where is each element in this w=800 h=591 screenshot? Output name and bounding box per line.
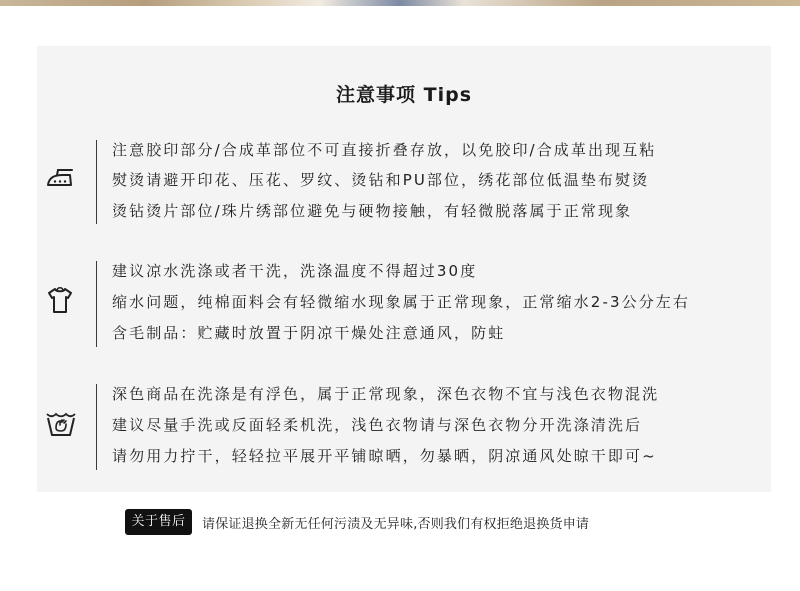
page-title: 注意事项 Tips: [336, 84, 472, 106]
iron-icon: [45, 166, 75, 192]
care-section-washing: [37, 261, 771, 351]
care-text-line: 建议凉水洗涤或者干洗，洗涤温度不得超过30度: [112, 262, 478, 280]
care-section-ironing: [37, 138, 771, 228]
care-text-line: 含毛制品：贮藏时放置于阴凉干燥处注意通风，防蛀: [112, 324, 506, 342]
top-banner-strip: [0, 0, 800, 6]
section-divider-line: [96, 384, 97, 470]
after-sales-note: 请保证退换全新无任何污渍及无异味,否则我们有权拒绝退换货申请: [202, 517, 590, 532]
care-text-line: 熨烫请避开印花、压花、罗纹、烫钻和PU部位，绣花部位低温垫布熨烫: [112, 171, 650, 189]
care-text-line: 缩水问题，纯棉面料会有轻微缩水现象属于正常现象，正常缩水2-3公分左右: [112, 293, 691, 311]
after-sales-badge: 关于售后: [125, 509, 192, 535]
care-text-line: 深色商品在洗涤是有浮色，属于正常现象，深色衣物不宜与浅色衣物混洗: [112, 385, 660, 403]
care-section-colors: [37, 384, 771, 474]
tshirt-icon: [45, 285, 75, 311]
care-text-line: 建议尽量手洗或反面轻柔机洗，浅色衣物请与深色衣物分开洗涤清洗后: [112, 416, 643, 434]
tips-card: [37, 46, 771, 492]
section-divider-line: [96, 140, 97, 224]
hand-wash-icon: [45, 410, 75, 436]
care-text-line: 请勿用力拧干，轻轻拉平展开平铺晾晒，勿暴晒，阴凉通风处晾干即可~: [112, 447, 657, 465]
section-divider-line: [96, 261, 97, 347]
care-text-line: 烫钻烫片部位/珠片绣部位避免与硬物接触，有轻微脱落属于正常现象: [112, 202, 633, 220]
care-text-line: 注意胶印部分/合成革部位不可直接折叠存放，以免胶印/合成革出现互粘: [112, 141, 657, 159]
